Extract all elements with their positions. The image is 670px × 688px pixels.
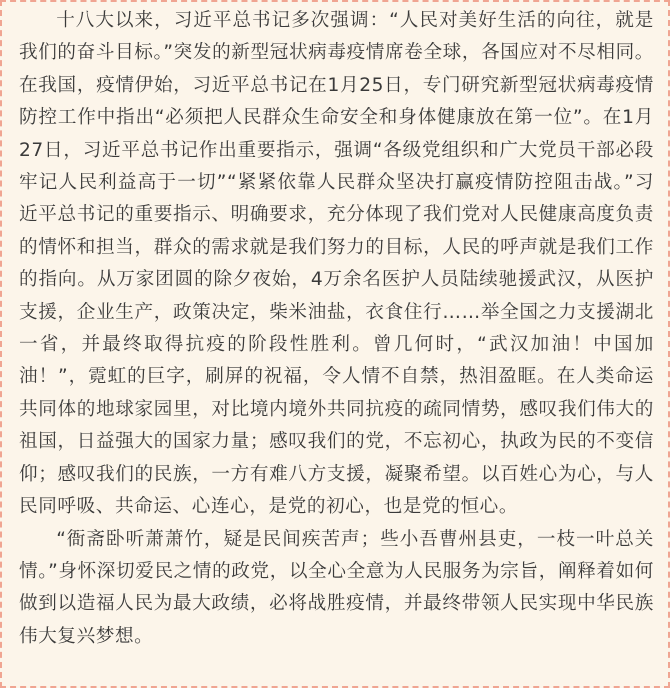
- article-paragraph-1: 十八大以来，习近平总书记多次强调：“人民对美好生活的向往，就是我们的奋斗目标。”突发的新型冠状病毒疫情席卷全球，各国应对不尽相同。在我国，疫情伊始，习近平总书记在1月25日，专门研究新型冠状病毒疫情防控工作中指出“必须把人民群众生命安全和身体健康放在第一位”。在1月27日，习近平总书记作出重要指示，强调“各级党组织和广大党员干部必段牢记人民利益高于一切”“紧紧依靠人民群众坚决打赢疫情防控阻击战。”习近平总书记的重要指示、明确要求，充分体现了我们党对人民健康高度负责的情怀和担当，群众的需求就是我们努力的目标，人民的呼声就是我们工作的指向。从万家团圆的除夕夜始，4万余名医护人员陆续驰援武汉，从医护支援，企业生产，政策决定，柴米油盐，衣食住行……举全国之力支援湖北一省，并最终取得抗疫的阶段性胜利。曾几何时，“武汉加油！中国加油！”，霓虹的巨字，刷屏的祝福，令人情不自禁，热泪盈眶。在人类命运共同体的地球家园里，对比境内境外共同抗疫的疏同情势，感叹我们伟大的祖国，日益强大的国家力量；感叹我们的党，不忘初心，执政为民的不变信仰；感叹我们的民族，一方有难八方支援，凝聚希望。以百姓心为心，与人民同呼吸、共命运、心连心，是党的初心，也是党的恒心。: [19, 10, 654, 518]
- article-paragraph-2: “衙斋卧听萧萧竹，疑是民间疾苦声；些小吾曹州县吏，一枝一叶总关情。”身怀深切爱民之情的政党，以全心全意为人民服务为宗旨，阐释着如何做到以造福人民为最大政绩，必将战胜疫情，并最终带领人民实现中华民族伟大复兴梦想。: [19, 528, 654, 647]
- article-body: [19, 5, 654, 653]
